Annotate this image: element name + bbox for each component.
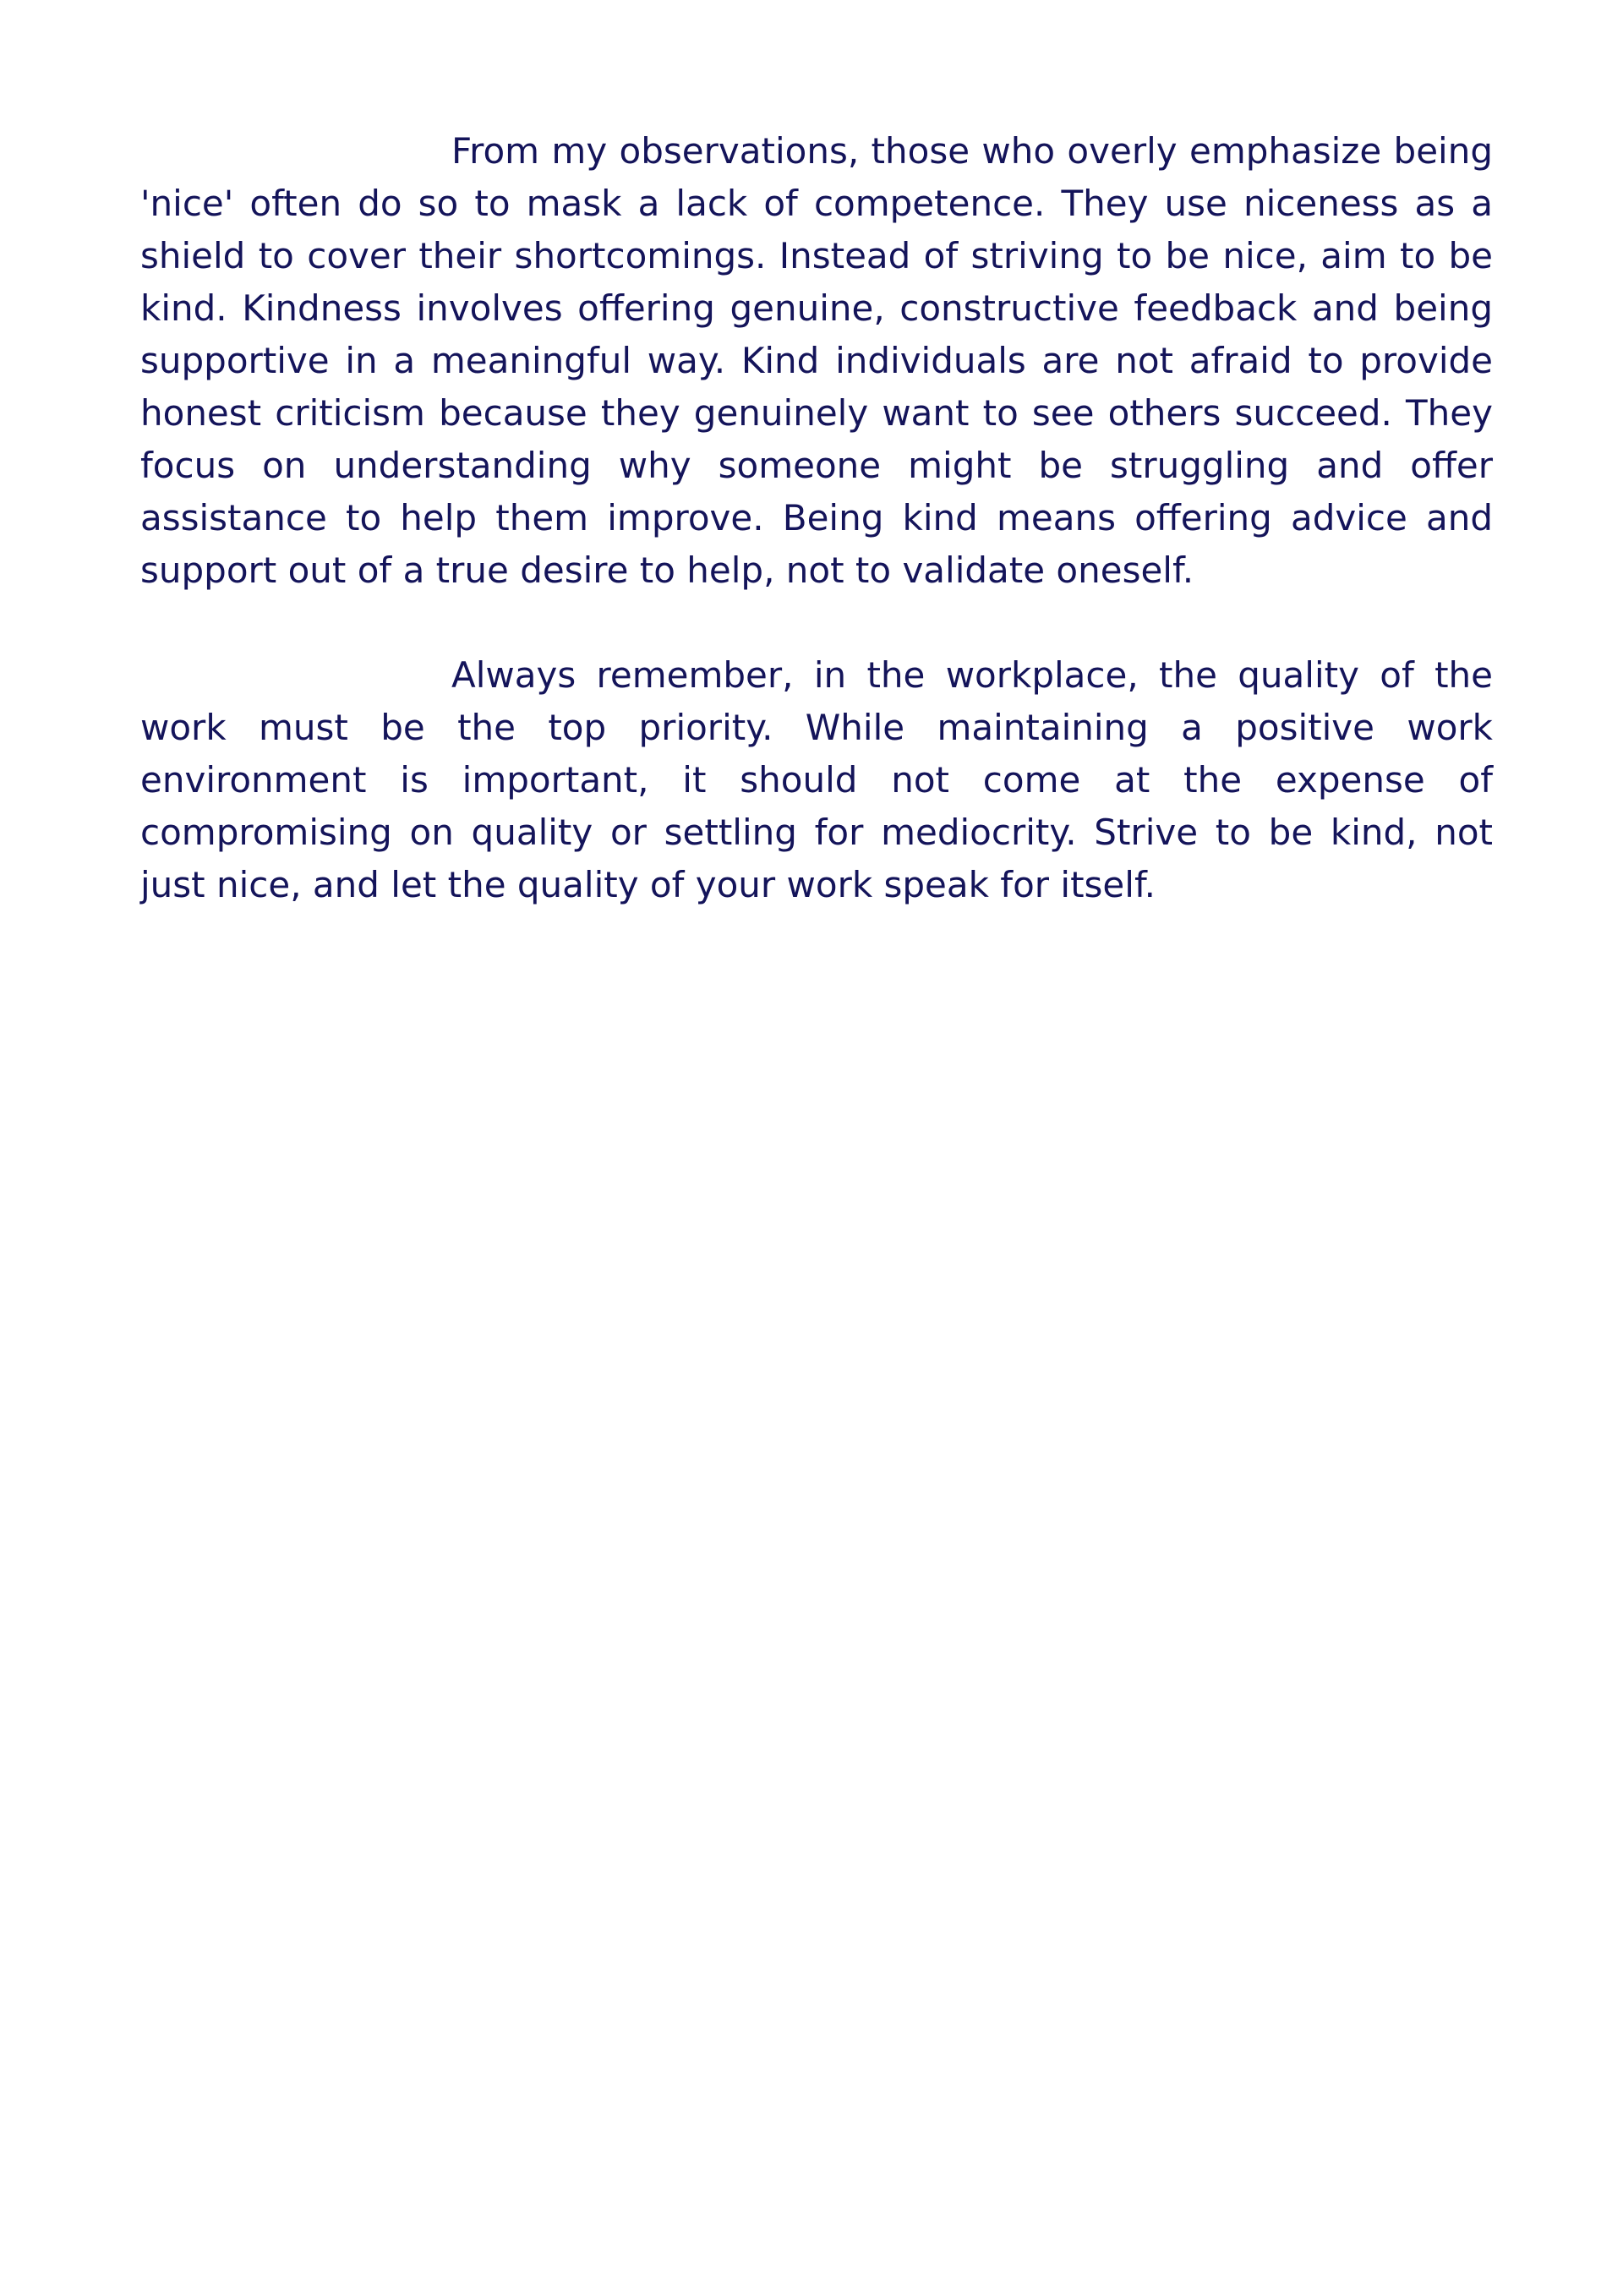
paragraph-1: From my observations, those who overly emphasize being 'nice' often do so to mask a lack of competence. They use niceness as a shield to cover their shortcomings. Instead of striving to be nice, aim to be kind. Kindness involves offering genuine, constructive feedback and being supportive in a meaningful way. Kind individuals are not afraid to provide honest criticism because they genuinely want to see others succeed. They focus on understanding why someone might be struggling and offer assistance to help them improve. Being kind means offering advice and support out of a true desire to help, not to validate oneself. <box>140 130 1493 591</box>
document-body <box>140 125 1493 964</box>
paragraph-2: Always remember, in the workplace, the quality of the work must be the top priority. While maintaining a positive work environment is important, it should not come at the expense of compromising on quality or settling for mediocrity. Strive to be kind, not just nice, and let the quality of your work speak for itself. <box>140 654 1493 905</box>
